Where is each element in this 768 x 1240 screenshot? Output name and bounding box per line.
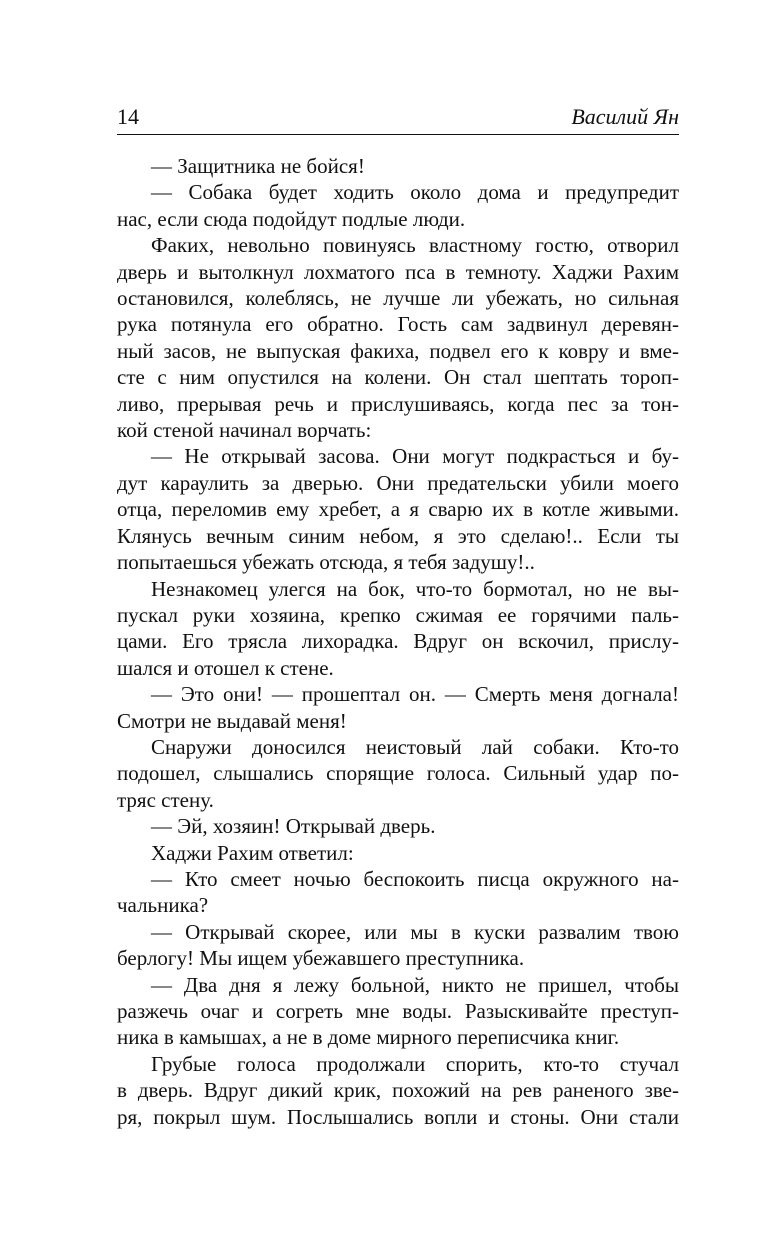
text-line: — Собака будет ходить около дома и предупредит <box>151 180 679 205</box>
text-line: берлогу! Мы ищем убежавшего преступника. <box>117 946 525 971</box>
text-line: — Эй, хозяин! Открывай дверь. <box>151 814 436 839</box>
text-line: подошел, слышались спорящие голоса. Сильный удар по- <box>117 761 679 786</box>
text-line: сте с ним опустился на колени. Он стал шептать тороп- <box>117 365 679 390</box>
text-line: — Кто смеет ночью беспокоить писца окружного на- <box>151 866 679 891</box>
text-line: кой стеной начинал ворчать: <box>117 418 372 443</box>
text-line: Смотри не выдавай меня! <box>117 708 347 733</box>
text-line: — Два дня я лежу больной, никто не пришел, чтобы <box>151 972 679 997</box>
text-line: отца, переломив ему хребет, а я сварю их в котле живыми. <box>117 497 679 522</box>
book-page <box>117 100 679 1220</box>
text-line: цами. Его трясла лихорадка. Вдруг он вскочил, прислу- <box>117 629 679 654</box>
text-line: Грубые голоса продолжали спорить, кто-то стучал <box>151 1051 679 1076</box>
text-line: Хаджи Рахим ответил: <box>151 840 354 865</box>
text-line: — Не открывай засова. Они могут подкрасться и бу- <box>151 444 679 469</box>
text-line: нас, если сюда подойдут подлые люди. <box>117 206 466 231</box>
text-line: пускал руки хозяина, крепко сжимая ее горячими паль- <box>117 602 679 627</box>
text-line: рука потянула его обратно. Гость сам задвинул деревян- <box>117 312 679 337</box>
text-line: дут караулить за дверью. Они предательски убили моего <box>117 470 679 495</box>
text-line: разжечь очаг и согреть мне воды. Разыскивайте преступ- <box>117 999 679 1023</box>
text-line: Клянусь вечным синим небом, я это сделаю!.. Если ты <box>117 523 679 548</box>
text-line: в дверь. Вдруг дикий крик, похожий на рев раненого зве- <box>117 1078 679 1103</box>
running-head <box>117 100 679 135</box>
text-line: Снаружи доносился неистовый лай собаки. Кто-то <box>151 734 679 759</box>
text-line: дверь и вытолкнул лохматого пса в темноту. Хаджи Рахим <box>117 259 679 284</box>
text-line: — Это они! — прошептал он. — Смерть меня догнала! <box>151 682 679 707</box>
text-line: Факих, невольно повинуясь властному гостю, отворил <box>151 233 679 258</box>
text-line: ливо, прерывая речь и прислушиваясь, когда пес за тон- <box>117 391 679 416</box>
text-line: ный засов, не выпуская факиха, подвел его к ковру и вме- <box>117 338 679 363</box>
text-line: шался и отошел к стене. <box>117 655 334 680</box>
text-line: чальника? <box>117 893 209 918</box>
text-line: остановился, колеблясь, не лучше ли убежать, но сильная <box>117 286 679 311</box>
body-text <box>117 153 679 1130</box>
author-name: Василий Ян <box>571 104 679 129</box>
page-number: 14 <box>117 104 139 129</box>
text-line: — Открывай скорее, или мы в куски развалим твою <box>151 919 679 944</box>
text-line: — Защитника не бойся! <box>151 154 365 178</box>
text-line: ника в камышах, а не в доме мирного переписчика книг. <box>117 1025 620 1050</box>
text-line: ря, покрыл шум. Послышались вопли и стоны. Они стали <box>117 1104 679 1129</box>
text-line: Незнакомец улегся на бок, что-то бормотал, но не вы- <box>151 576 679 601</box>
text-line: попытаешься убежать отсюда, я тебя задушу!.. <box>117 550 535 575</box>
text-line: тряс стену. <box>117 787 214 812</box>
